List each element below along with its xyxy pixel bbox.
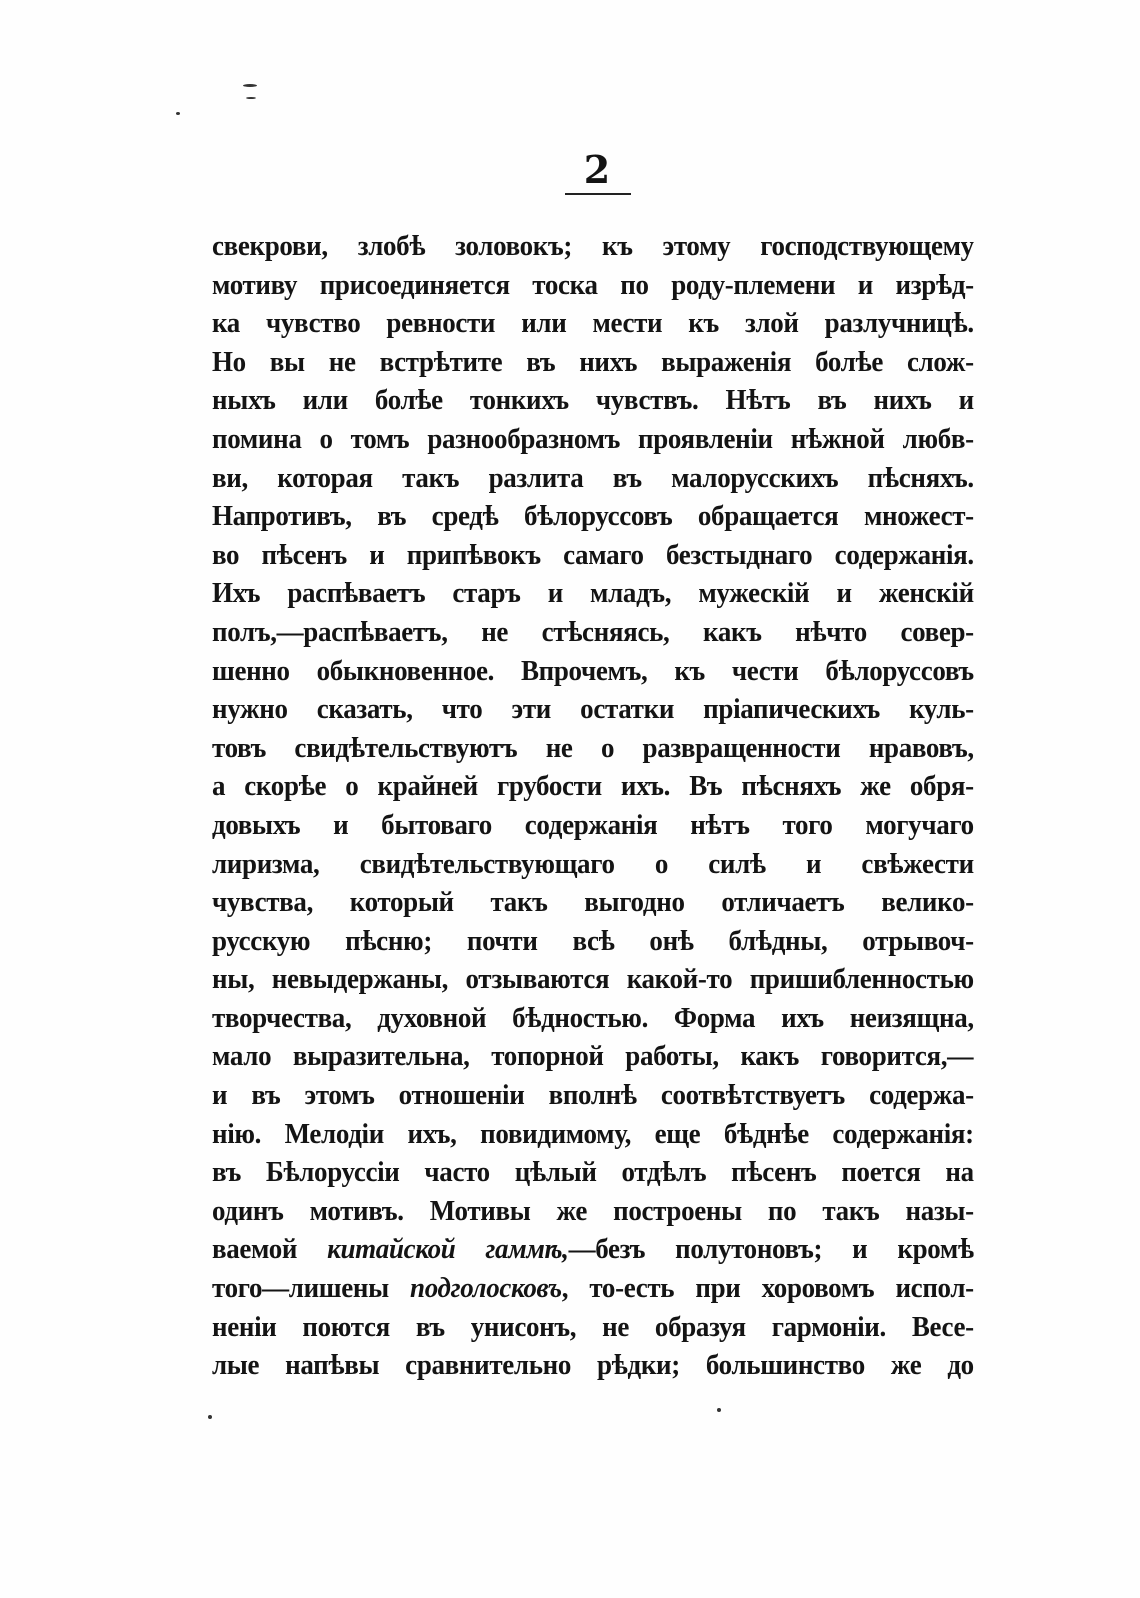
italic-term: китайской гаммѣ,: [327, 1233, 569, 1266]
text-line: товъ свидѣтельствуютъ не о развращенности нравовъ,: [212, 731, 974, 764]
text-line: свекрови, злобѣ золовокъ; къ этому господствующему: [212, 230, 974, 262]
ink-speck: [208, 1415, 212, 1419]
ink-speck: [717, 1408, 721, 1412]
text-line: полъ,—распѣваетъ, не стѣсняясь, какъ нѣчто совер-: [212, 615, 974, 648]
ink-speck: [246, 97, 256, 99]
text-line: ка чувство ревности или мести къ злой разлучницѣ.: [212, 307, 974, 340]
text-run: того—лишены: [212, 1272, 411, 1305]
ink-speck: [176, 112, 180, 115]
text-line: Напротивъ, въ средѣ бѣлоруссовъ обращается множест-: [212, 500, 974, 533]
text-line: въ Бѣлоруссіи часто цѣлый отдѣлъ пѣсенъ поется на: [212, 1156, 974, 1189]
text-line: шенно обыкновенное. Впрочемъ, къ чести бѣлоруссовъ: [212, 654, 974, 687]
text-line: неніи поются въ унисонъ, не образуя гармоніи. Весе-: [212, 1310, 974, 1343]
ink-speck: [243, 84, 257, 87]
text-line: мотиву присоединяется тоска по роду-племени и изрѣд-: [212, 268, 974, 301]
text-line: лые напѣвы сравнительно рѣдки; большинство же до: [212, 1349, 974, 1382]
text-line: нужно сказать, что эти остатки пріапическихъ куль-: [212, 693, 974, 726]
text-run: ваемой: [212, 1233, 328, 1266]
page-number: 2: [583, 147, 611, 192]
text-line: творчества, духовной бѣдностью. Форма ихъ неизящна,: [212, 1001, 974, 1034]
text-line: помина о томъ разнообразномъ проявленіи нѣжной любв-: [212, 422, 974, 455]
text-line: ны, невыдержаны, отзываются какой-то пришибленностью: [212, 963, 974, 996]
text-line: довыхъ и бытоваго содержанія нѣтъ того могучаго: [212, 808, 974, 841]
text-run: —безъ полутоновъ; и кромѣ: [568, 1233, 974, 1266]
text-line: ви, которая такъ разлита въ малорусскихъ пѣсняхъ.: [212, 461, 974, 494]
text-line: Но вы не встрѣтите въ нихъ выраженія болѣе слож-: [212, 345, 974, 378]
text-line: лиризма, свидѣтельствующаго о силѣ и свѣжести: [212, 847, 974, 880]
italic-term: подголосковъ: [410, 1272, 562, 1305]
body-text: [212, 227, 974, 1385]
text-line: во пѣсенъ и припѣвокъ самаго безстыднаго содержанія.: [212, 538, 974, 571]
text-line: [212, 1269, 974, 1308]
text-line: русскую пѣсню; почти всѣ онѣ блѣдны, отрывоч-: [212, 924, 974, 957]
text-line: а скорѣе о крайней грубости ихъ. Въ пѣсняхъ же обря-: [212, 770, 974, 803]
text-line: и въ этомъ отношеніи вполнѣ соотвѣтствуетъ содержа-: [212, 1079, 974, 1112]
text-line: нію. Мелодіи ихъ, повидимому, еще бѣднѣе содержанія:: [212, 1117, 974, 1150]
text-run: , то-есть при хоровомъ испол-: [561, 1272, 974, 1305]
text-line: чувства, который такъ выгодно отличаетъ велико-: [212, 886, 974, 919]
text-line: Ихъ распѣваетъ старъ и младъ, мужескій и женскій: [212, 577, 974, 610]
text-line: одинъ мотивъ. Мотивы же построены по такъ назы-: [212, 1194, 974, 1227]
page-number-rule: [565, 193, 631, 195]
text-line: [212, 1230, 974, 1269]
text-line: мало выразительна, топорной работы, какъ говорится,—: [212, 1040, 974, 1073]
text-line: ныхъ или болѣе тонкихъ чувствъ. Нѣтъ въ нихъ и: [212, 384, 974, 417]
